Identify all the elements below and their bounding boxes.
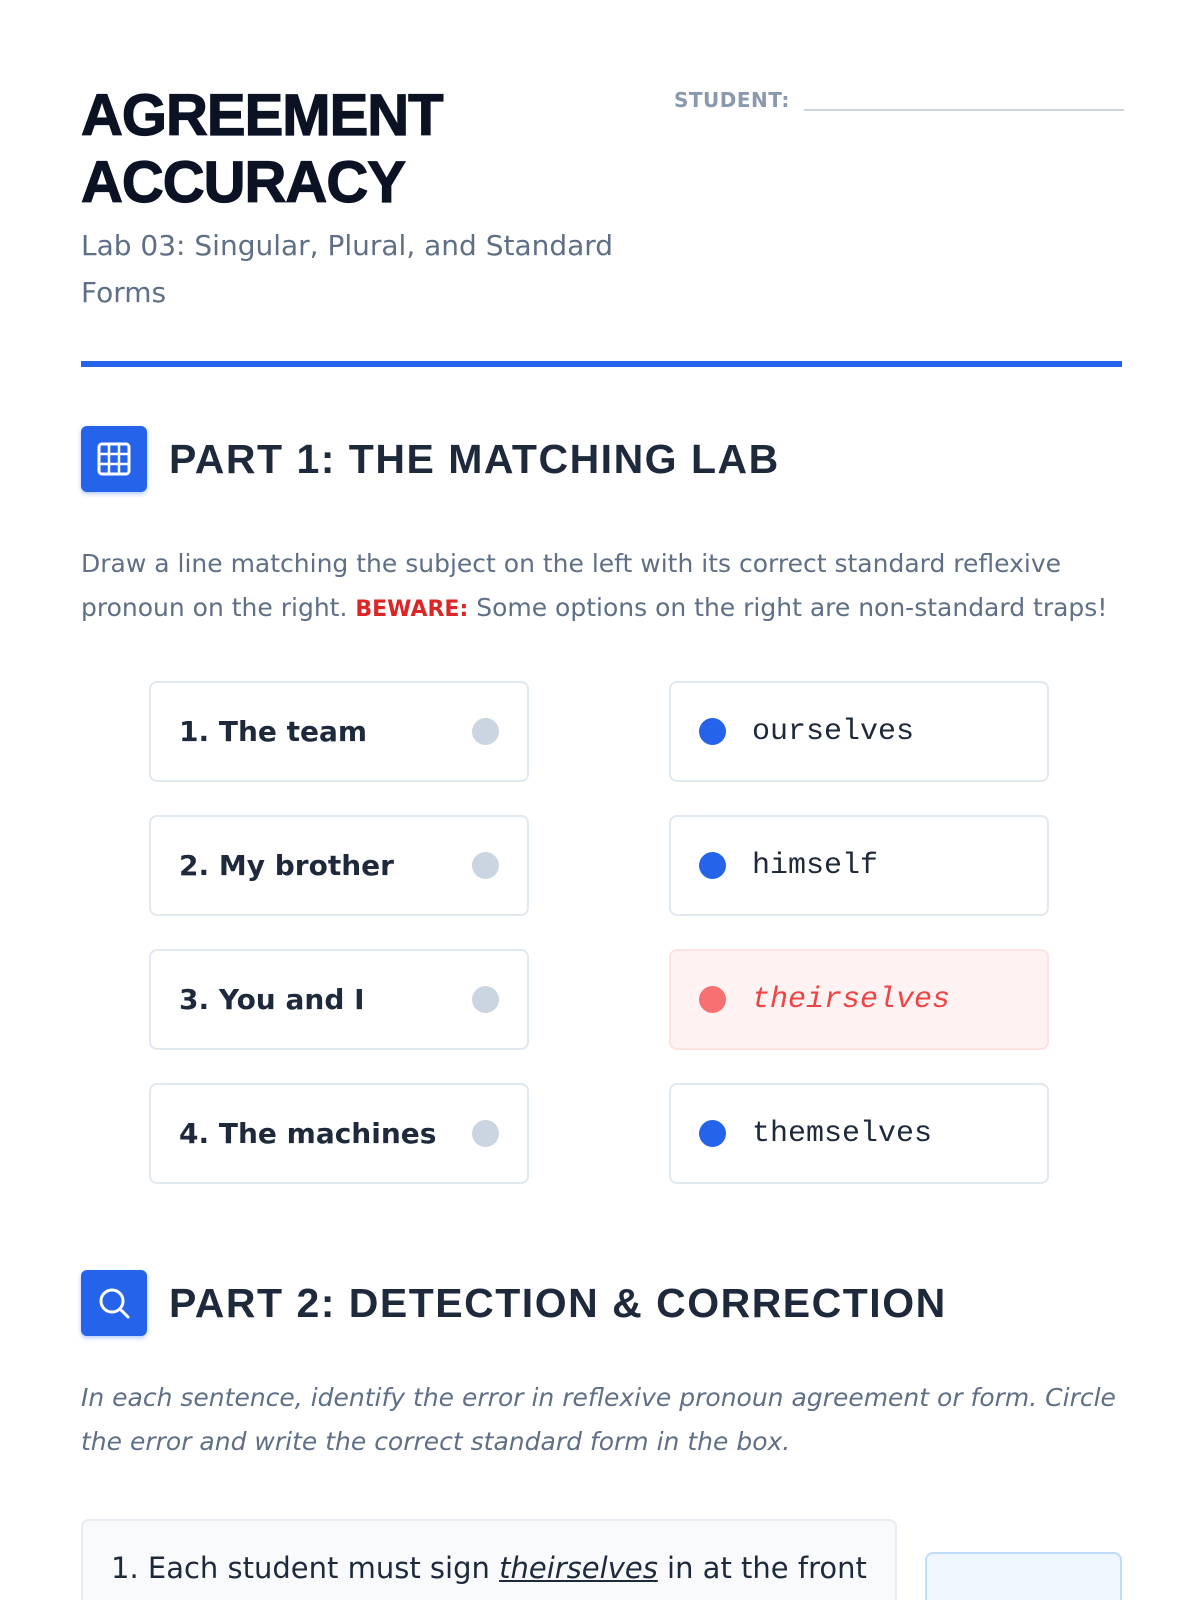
header-divider [81, 361, 1122, 367]
part1-instructions-trap-note: Some options on the right are non-standard traps! [468, 593, 1108, 622]
subject-label: 1. The team [179, 715, 368, 748]
subject-card-3[interactable] [149, 949, 529, 1050]
beware-label: BEWARE: [355, 597, 469, 622]
sentence-text: 1. Each student must sign [111, 1551, 500, 1585]
part2-instructions: In each sentence, identify the error in reflexive pronoun agreement or form. Circle the error and write the correct standard form in the box. [81, 1383, 1116, 1456]
title-block [81, 82, 641, 316]
part1-title: PART 1: THE MATCHING LAB [169, 435, 780, 482]
page-title [81, 82, 641, 216]
connector-dot[interactable] [699, 986, 726, 1013]
subject-card-1[interactable] [149, 681, 529, 782]
connector-dot[interactable] [472, 852, 499, 879]
student-field [674, 88, 1124, 112]
student-name-line[interactable] [804, 109, 1124, 111]
sentence-text-end: in at the front [657, 1551, 867, 1585]
title-line-2: ACCURACY [81, 150, 405, 215]
answer-box-1[interactable] [925, 1552, 1122, 1600]
part1-instructions-text: Draw a line matching the subject on the left with its correct standard reflexive pronoun on the right. [81, 549, 1062, 622]
page-subtitle: Lab 03: Singular, Plural, and Standard Forms [81, 229, 614, 309]
pronoun-label: himself [752, 848, 879, 883]
part1-header [81, 426, 780, 492]
subject-card-4[interactable] [149, 1083, 529, 1184]
subject-label: 4. The machines [179, 1117, 437, 1150]
pronoun-card-4[interactable] [669, 1083, 1049, 1184]
part2-title: PART 2: DETECTION & CORRECTION [169, 1279, 947, 1326]
pronoun-label: ourselves [752, 714, 915, 749]
subject-label: 3. You and I [179, 983, 365, 1016]
part1-instructions [81, 542, 1131, 632]
pronoun-card-3-trap[interactable] [669, 949, 1049, 1050]
connector-dot[interactable] [472, 1120, 499, 1147]
connector-dot[interactable] [699, 1120, 726, 1147]
student-label: STUDENT: [674, 88, 790, 112]
pronoun-label: themselves [752, 1116, 933, 1151]
connector-dot[interactable] [699, 718, 726, 745]
subject-label: 2. My brother [179, 849, 394, 882]
pronoun-card-2[interactable] [669, 815, 1049, 916]
connector-dot[interactable] [472, 986, 499, 1013]
connector-dot[interactable] [699, 852, 726, 879]
subject-card-2[interactable] [149, 815, 529, 916]
grid-icon [81, 426, 147, 492]
title-line-1: AGREEMENT [81, 83, 443, 148]
search-icon [81, 1270, 147, 1336]
error-word[interactable]: theirselves [499, 1551, 658, 1585]
pronoun-label: theirselves [752, 982, 951, 1017]
pronoun-card-1[interactable] [669, 681, 1049, 782]
connector-dot[interactable] [472, 718, 499, 745]
sentence-card-1 [81, 1519, 897, 1600]
part2-header [81, 1270, 947, 1336]
